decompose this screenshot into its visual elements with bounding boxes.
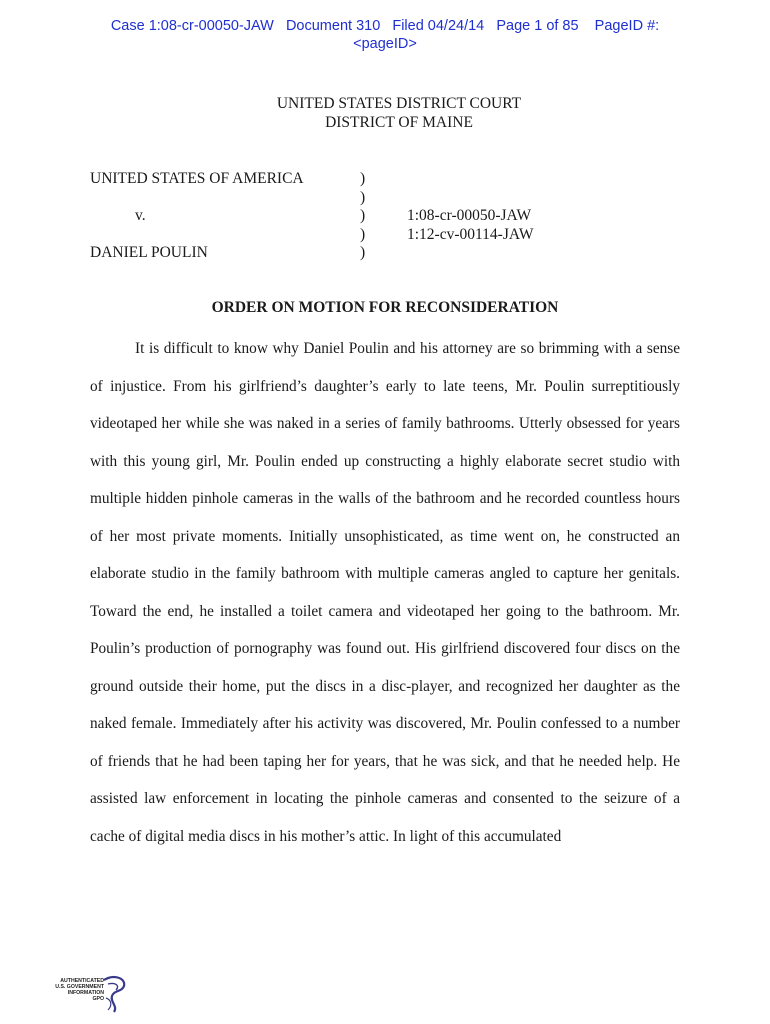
gpo-seal-line: GPO	[92, 996, 104, 1002]
case-header-stamp	[0, 17, 770, 53]
court-heading	[0, 94, 770, 132]
plaintiff-name: UNITED STATES OF AMERICA	[90, 170, 304, 187]
case-header-line: Case 1:08-cr-00050-JAW Document 310 Filed 04/24/14 Page 1 of 85 PageID #:	[110, 18, 660, 34]
versus-label: v.	[135, 207, 146, 224]
defendant-name: DANIEL POULIN	[90, 244, 208, 261]
case-number-criminal: 1:08-cr-00050-JAW	[407, 207, 532, 224]
case-caption	[90, 169, 610, 269]
case-number-civil: 1:12-cv-00114-JAW	[407, 225, 534, 243]
caption-paren: )	[360, 207, 366, 224]
court-name: UNITED STATES DISTRICT COURT	[276, 95, 522, 112]
caption-paren: )	[360, 170, 366, 187]
gpo-seal-line: U.S. GOVERNMENT	[55, 984, 104, 990]
caption-paren: )	[360, 188, 366, 206]
gpo-seal-line: AUTHENTICATED	[60, 978, 104, 984]
gpo-seal-line: INFORMATION	[67, 990, 104, 996]
caption-paren: )	[360, 244, 366, 261]
gpo-authentication-seal	[42, 974, 130, 1014]
court-district: DISTRICT OF MAINE	[325, 114, 473, 131]
caption-paren: )	[360, 225, 366, 243]
eagle-icon	[100, 974, 128, 1014]
gpo-seal-text	[42, 978, 104, 1002]
order-title: ORDER ON MOTION FOR RECONSIDERATION	[211, 299, 559, 316]
page-id-placeholder: <pageID>	[353, 36, 417, 52]
body-paragraph: It is difficult to know why Daniel Poulin and his attorney are so brimming with a sense of injustice. From his girlfriend’s daughter’s early to late teens, Mr. Poulin surreptitiously videotaped her while she was naked in a series of family bathrooms. Utterly obsessed for years with this young girl, Mr. Poulin ended up constructing a highly elaborate secret studio with multiple hidden pinhole cameras in the walls of the bathroom and he recorded countless hours of her most private moments. Initially unsophisticated, as time went on, he constructed an elaborate studio in the family bathroom with multiple cameras angled to capture her genitals. Toward the end, he installed a toilet camera and videotaped her going to the bathroom. Mr. Poulin’s production of pornography was found out. His girlfriend discovered four discs on the ground outside their home, put the discs in a disc-player, and recognized her daughter as the naked female. Immediately after his activity was discovered, Mr. Poulin confessed to a number of friends that he had been taping her for years, that he was sick, and that he needed help. He assisted law enforcement in locating the pinhole cameras and consented to the seizure of a cache of digital media discs in his mother’s attic. In light of this accumulated	[90, 340, 680, 845]
